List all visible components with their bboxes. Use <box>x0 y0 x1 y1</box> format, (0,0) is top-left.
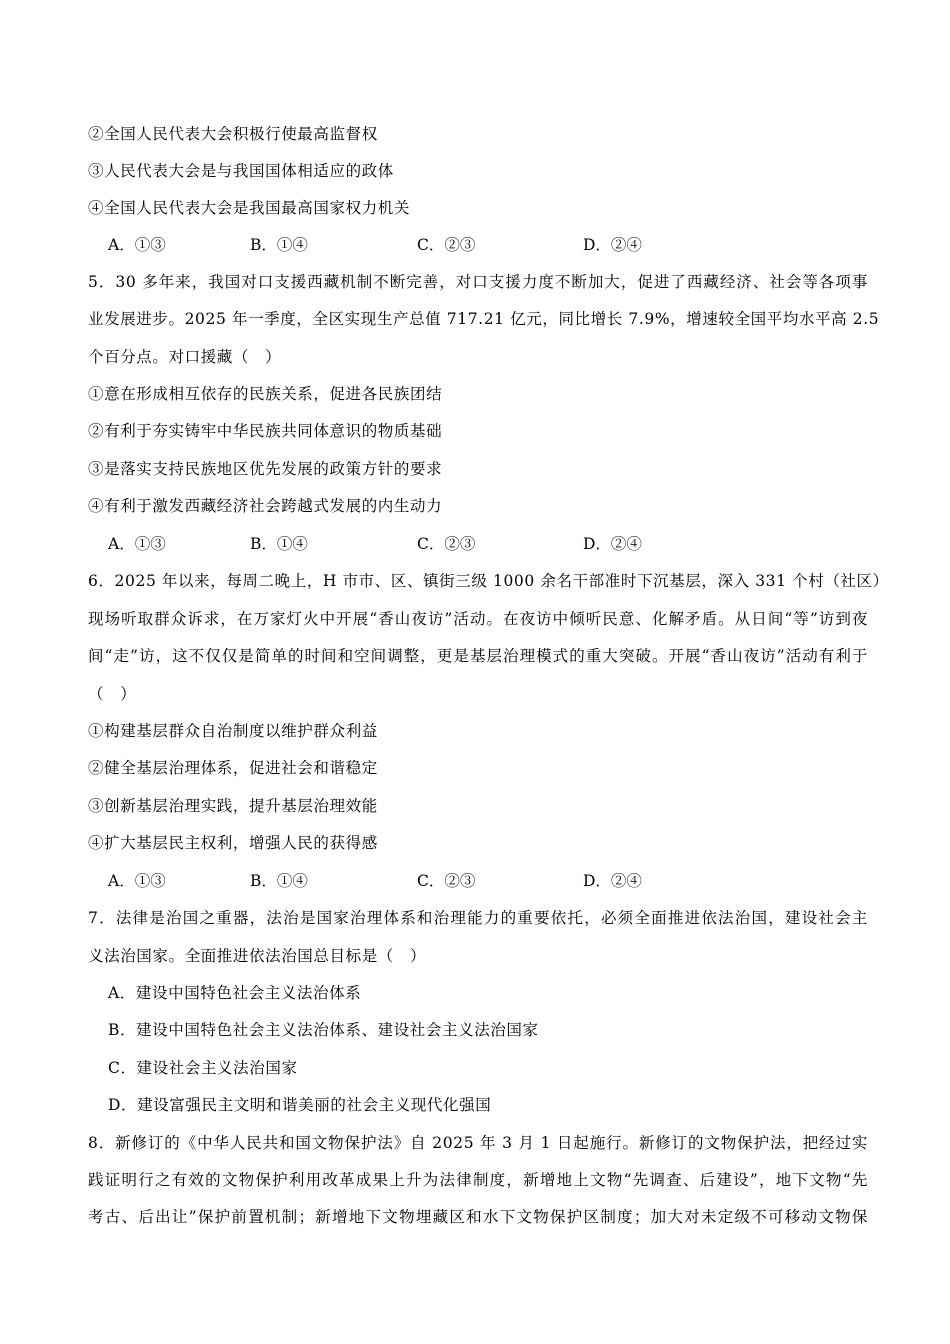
q6-stem-line-4: （ ） <box>88 685 137 703</box>
q5-item-1: ①意在形成相互依存的民族关系，促进各民族团结 <box>88 385 443 403</box>
q8-stem-line-1: 8．新修订的《中华人民共和国文物保护法》自 2025 年 3 月 1 日起施行。新修订的文物保护法，把经过实 <box>88 1134 868 1152</box>
q5-stem-line-2: 业发展进步。2025 年一季度，全区实现生产总值 717.21 亿元，同比增长 7.9%，增速较全国平均水平高 2.5 <box>88 310 880 328</box>
q5-option-b: B．①④ <box>250 535 308 553</box>
q5-item-4: ④有利于激发西藏经济社会跨越式发展的内生动力 <box>88 497 443 515</box>
q6-item-4: ④扩大基层民主权利，增强人民的获得感 <box>88 834 378 852</box>
q7-option-b: B．建设中国特色社会主义法治体系、建设社会主义法治国家 <box>108 1021 539 1039</box>
q4-option-a: A．①③ <box>108 236 166 254</box>
q4-option-b: B．①④ <box>250 236 308 254</box>
q7-option-a: A．建设中国特色社会主义法治体系 <box>108 984 362 1002</box>
q7-option-d: D．建设富强民主文明和谐美丽的社会主义现代化强国 <box>108 1096 492 1114</box>
q5-stem-line-3: 个百分点。对口援藏（ ） <box>88 348 282 366</box>
q6-item-1: ①构建基层群众自治制度以维护群众利益 <box>88 722 378 740</box>
q8-stem-line-2: 践证明行之有效的文物保护利用改革成果上升为法律制度，新增地上文物“先调查、后建设”，地下文物“先 <box>88 1171 868 1189</box>
q4-option-d: D．②④ <box>583 236 642 254</box>
q5-stem-line-1: 5．30 多年来，我国对口支援西藏机制不断完善，对口支援力度不断加大，促进了西藏经济、社会等各项事 <box>88 273 868 291</box>
q4-option-c: C．②③ <box>417 236 476 254</box>
q7-stem-line-1: 7．法律是治国之重器，法治是国家治理体系和治理能力的重要依托，必须全面推进依法治国，建设社会主 <box>88 909 868 927</box>
q5-option-c: C．②③ <box>417 535 476 553</box>
q8-stem-line-3: 考古、后出让”保护前置机制；新增地下文物埋藏区和水下文物保护区制度；加大对未定级不可移动文物保 <box>88 1208 868 1226</box>
q4-item-3: ③人民代表大会是与我国国体相适应的政体 <box>88 162 394 180</box>
q6-item-2: ②健全基层治理体系，促进社会和谐稳定 <box>88 759 378 777</box>
q6-option-c: C．②③ <box>417 872 476 890</box>
q6-option-a: A．①③ <box>108 872 166 890</box>
q6-stem-line-3: 间“走”访，这不仅仅是简单的时间和空间调整，更是基层治理模式的重大突破。开展“香山夜访”活动有利于 <box>88 647 868 665</box>
q7-option-c: C．建设社会主义法治国家 <box>108 1059 298 1077</box>
q5-option-a: A．①③ <box>108 535 166 553</box>
q5-item-2: ②有利于夯实铸牢中华民族共同体意识的物质基础 <box>88 422 443 440</box>
q5-option-d: D．②④ <box>583 535 642 553</box>
q7-stem-line-2: 义法治国家。全面推进依法治国总目标是（ ） <box>88 947 427 965</box>
q6-option-b: B．①④ <box>250 872 308 890</box>
q6-stem-line-1: 6．2025 年以来，每周二晚上，H 市市、区、镇街三级 1000 余名干部准时下沉基层，深入 331 个村（社区） <box>88 572 889 590</box>
q6-stem-line-2: 现场听取群众诉求，在万家灯火中开展“香山夜访”活动。在夜访中倾听民意、化解矛盾。从日间“等”访到夜 <box>88 610 868 628</box>
q6-item-3: ③创新基层治理实践，提升基层治理效能 <box>88 797 378 815</box>
q4-item-4: ④全国人民代表大会是我国最高国家权力机关 <box>88 199 411 217</box>
q6-option-d: D．②④ <box>583 872 642 890</box>
q5-item-3: ③是落实支持民族地区优先发展的政策方针的要求 <box>88 460 443 478</box>
q4-item-2: ②全国人民代表大会积极行使最高监督权 <box>88 125 378 143</box>
